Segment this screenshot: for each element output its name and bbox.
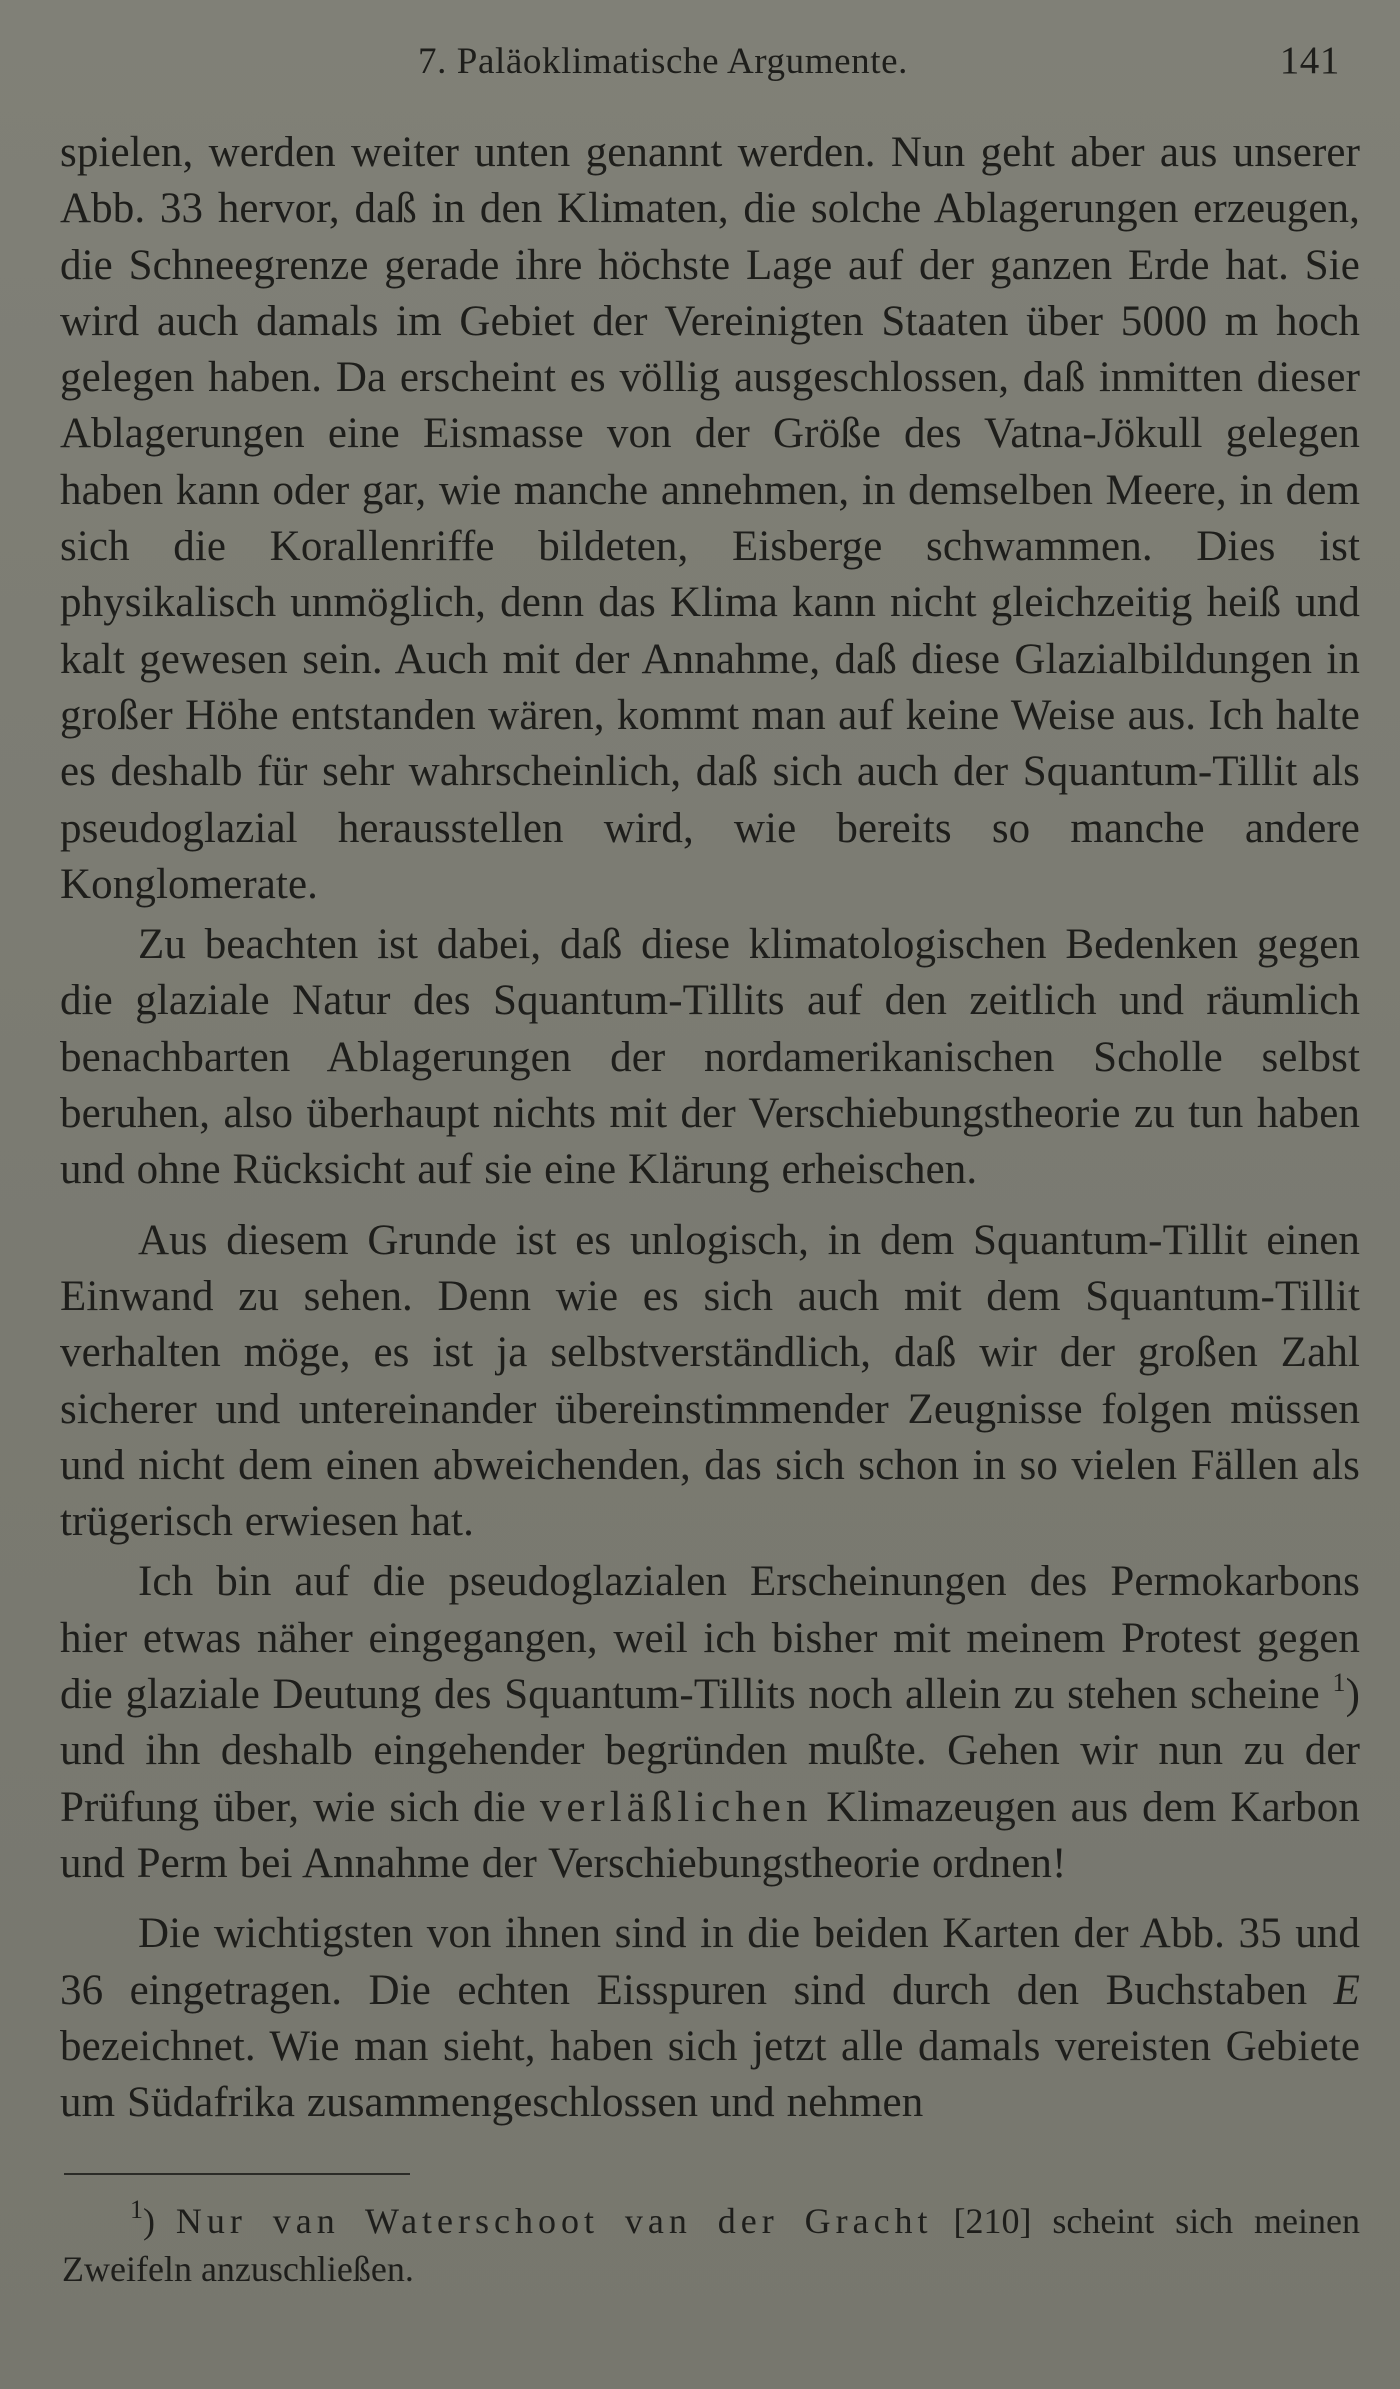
footnote-mark: $^1$)	[130, 2195, 155, 2242]
paragraph-3: Aus diesem Grunde ist es unlogisch, in dem Squantum-Tillit einen Einwand zu sehen. Denn wie es sich auch mit dem Squantum-Tillit verhalten möge, es ist ja selbstverständlich, daß wir der großen Zahl sicherer und untereinander übereinstimmender Zeugnisse folgen müssen und nicht dem einen abweichenden, das sich schon in so vielen Fällen als trügerisch erwiesen hat.	[60, 1216, 1360, 1546]
paragraph-4	[60, 1554, 1360, 1892]
paragraph-2: Zu beachten ist dabei, daß diese klimatologischen Bedenken gegen die glaziale Natur des Squantum-Tillits auf den zeitlich und räumlich benachbarten Ablagerungen der nordamerikanischen Scholle selbst beruhen, also überhaupt nichts mit der Verschiebungstheorie zu tun haben und ohne Rücksicht auf sie eine Klärung erheischen.	[60, 921, 1360, 1194]
paragraph-5-text-a: Die wichtigsten von ihnen sind in die beiden Karten der Abb. 35 und 36 eingetragen. Die echten Eisspuren sind durch den Buchstaben	[60, 1910, 1360, 2014]
footnote-reference: 1	[1332, 1667, 1346, 1697]
emphasized-word: verläßlichen	[539, 1783, 813, 1831]
running-header	[60, 38, 1340, 83]
footnote-text: scheint sich meinen Zweifeln anzuschließen.	[62, 2201, 1361, 2290]
paragraph-5	[60, 1906, 1360, 2131]
italic-letter-e: E	[1333, 1966, 1360, 2014]
body-text	[60, 125, 1360, 2131]
paragraph-5-text-b: bezeichnet. Wie man sieht, haben sich jetzt alle damals vereisten Gebiete um Südafrika zusammengeschlossen und nehmen	[60, 2022, 1360, 2127]
paragraph-4-text-c: Klimazeugen aus dem Karbon und Perm bei Annahme der Verschiebungstheorie ordnen!	[60, 1783, 1360, 1887]
footnote-author: Nur van Waterschoot van der Gracht	[175, 2201, 933, 2242]
footnote	[60, 2197, 1360, 2293]
footnote-divider	[64, 2173, 410, 2175]
paragraph-4-text-a: Ich bin auf die pseudoglazialen Erscheinungen des Permokarbons hier etwas näher eingegangen, weil ich bisher mit meinem Protest gegen die glaziale Deutung des Squantum-Tillits noch allein zu stehen scheine	[60, 1558, 1360, 1719]
paragraph-1: spielen, werden weiter unten genannt werden. Nun geht aber aus unserer Abb. 33 hervor, daß in den Klimaten, die solche Ablagerungen erzeugen, die Schneegrenze gerade ihre höchste Lage auf der ganzen Erde hat. Sie wird auch damals im Gebiet der Vereinigten Staaten über 5000 m hoch gelegen haben. Da erscheint es völlig ausgeschlossen, daß inmitten dieser Ablagerungen eine Eismasse von der Größe des Vatna-Jökull gelegen haben kann oder gar, wie manche annehmen, in demselben Meere, in dem sich die Korallenriffe bildeten, Eisberge schwammen. Dies ist physikalisch unmöglich, denn das Klima kann nicht gleichzeitig heiß und kalt gewesen sein. Auch mit der Annahme, daß diese Glazialbildungen in großer Höhe entstanden wären, kommt man auf keine Weise aus. Ich halte es deshalb für sehr wahrscheinlich, daß sich auch der Squantum-Tillit als pseudoglazial herausstellen wird, wie bereits so manche andere Konglomerate.	[60, 129, 1360, 908]
footnote-reference-number: [210]	[953, 2201, 1032, 2242]
paragraph-4-text-b: ) und ihn deshalb eingehender begründen mußte. Gehen wir nun zu der Prüfung über, wie sich die	[60, 1671, 1360, 1831]
chapter-title: 7. Paläoklimatische Argumente.	[418, 41, 909, 82]
page-number: 141	[1279, 39, 1340, 82]
